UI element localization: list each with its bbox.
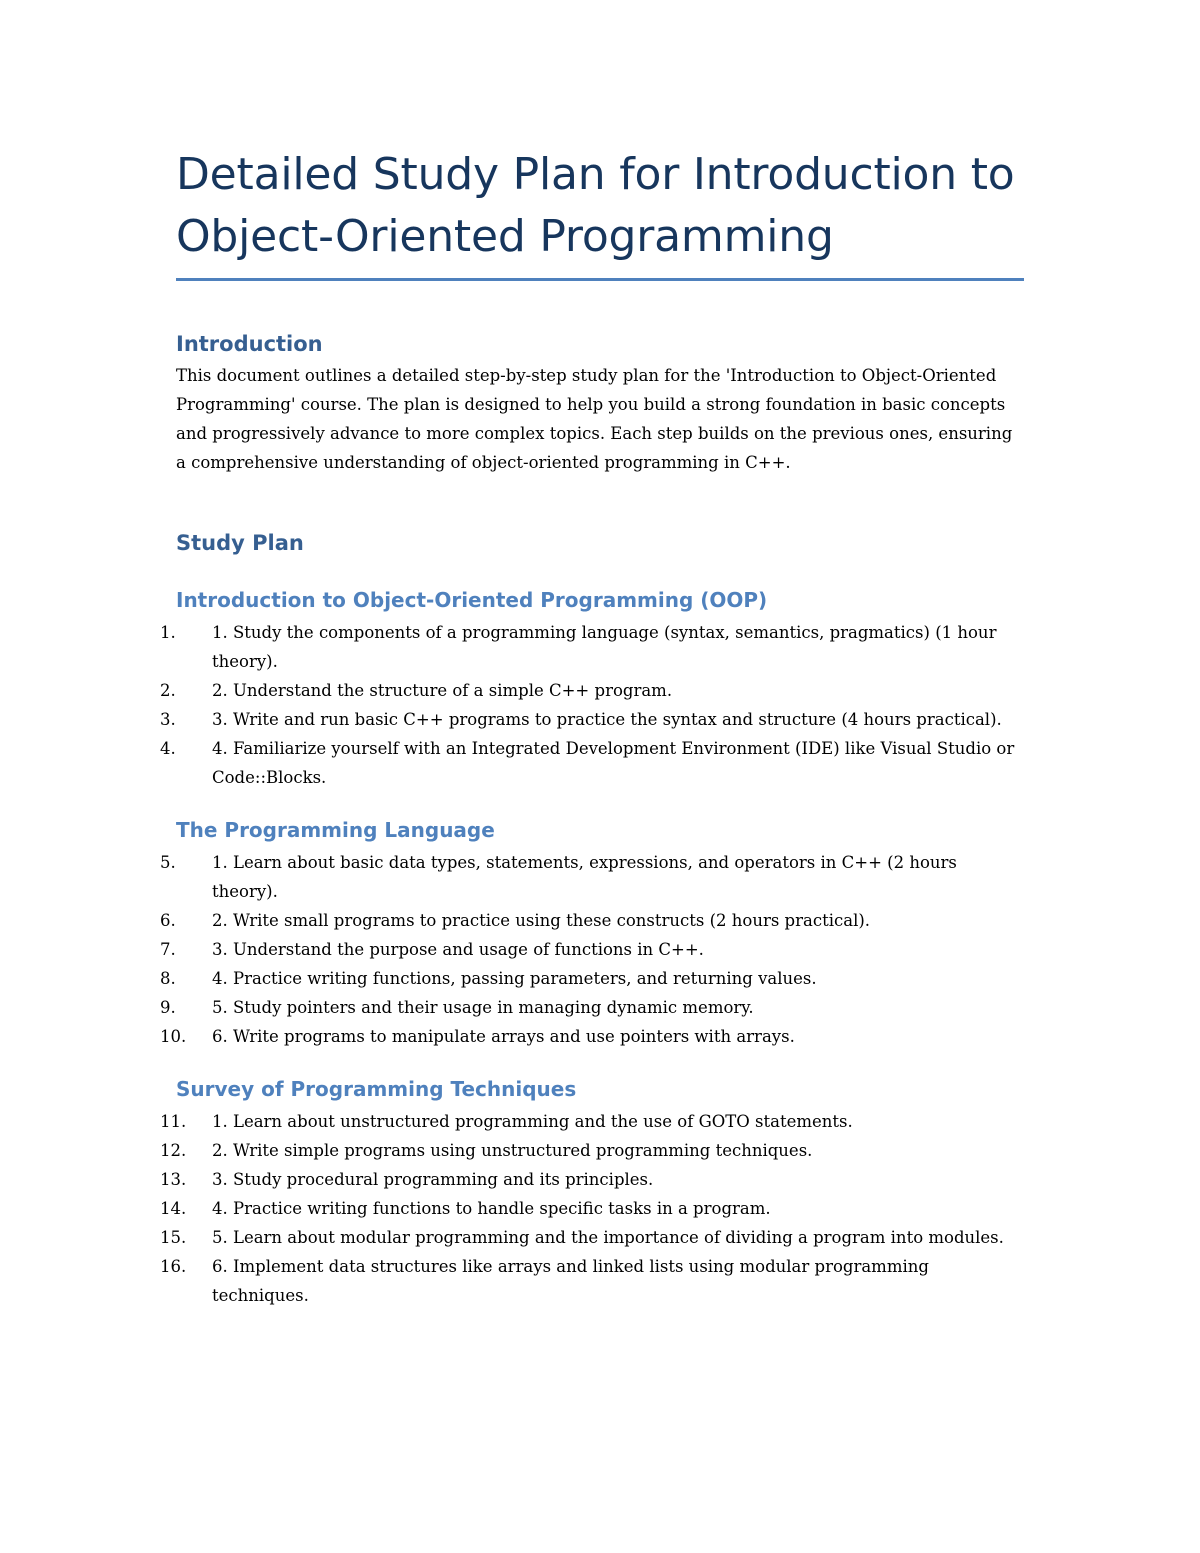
list-item-number: 16. (160, 1257, 187, 1276)
list-item-text: 4. Familiarize yourself with an Integrated Development Environment (IDE) like Visual Studio or Code::Blocks. (212, 739, 1015, 787)
list-item-text: 5. Study pointers and their usage in managing dynamic memory. (212, 998, 754, 1017)
list-item-number: 9. (160, 998, 176, 1017)
list-item (160, 1223, 1020, 1252)
list-item-text: 5. Learn about modular programming and the importance of dividing a program into modules. (212, 1228, 1004, 1247)
list-item-text: 1. Learn about unstructured programming and the use of GOTO statements. (212, 1112, 853, 1131)
title-underline (176, 278, 1024, 281)
list-item-text: 6. Implement data structures like arrays and linked lists using modular programming techniques. (212, 1257, 929, 1305)
list-item-number: 2. (160, 681, 176, 700)
list-item (160, 1136, 1020, 1165)
list-item-text: 1. Study the components of a programming language (syntax, semantics, pragmatics) (1 hour theory). (212, 623, 997, 671)
list-item-text: 4. Practice writing functions to handle specific tasks in a program. (212, 1199, 771, 1218)
list-item-text: 4. Practice writing functions, passing parameters, and returning values. (212, 969, 817, 988)
list-item (160, 964, 1020, 993)
list-item-number: 11. (160, 1112, 187, 1131)
list-item (160, 1165, 1020, 1194)
introduction-heading: Introduction (176, 332, 323, 356)
list-item-text: 3. Study procedural programming and its principles. (212, 1170, 654, 1189)
list-item-number: 13. (160, 1170, 187, 1189)
list-item (160, 848, 1020, 906)
list-item (160, 906, 1020, 935)
list-item-number: 3. (160, 710, 176, 729)
list-item-number: 10. (160, 1027, 187, 1046)
list-item-text: 2. Understand the structure of a simple C++ program. (212, 681, 673, 700)
list-item (160, 1252, 1020, 1310)
step-list-programming-techniques (160, 1107, 1028, 1310)
list-item-text: 2. Write simple programs using unstructured programming techniques. (212, 1141, 813, 1160)
list-item-number: 5. (160, 853, 176, 872)
list-item-number: 14. (160, 1199, 187, 1218)
step-list-programming-language (160, 848, 1028, 1051)
list-item (160, 1194, 1020, 1223)
list-item-number: 1. (160, 623, 176, 642)
list-item-text: 3. Understand the purpose and usage of functions in C++. (212, 940, 704, 959)
list-item-number: 12. (160, 1141, 187, 1160)
list-item (160, 676, 1020, 705)
introduction-paragraph: This document outlines a detailed step-by-step study plan for the 'Introduction to Object-Oriented Programming' course. The plan is designed to help you build a strong foundation in basic concepts and progressively advance to more complex topics. Each step builds on the previous ones, ensuring a comprehensive understanding of object-oriented programming in C++. (176, 366, 1013, 472)
list-item-number: 4. (160, 739, 176, 758)
step-list-oop-intro (160, 618, 1028, 792)
list-item (160, 734, 1020, 792)
list-item (160, 1107, 1020, 1136)
list-item-number: 8. (160, 969, 176, 988)
study-plan-heading: Study Plan (176, 531, 304, 555)
list-item-number: 7. (160, 940, 176, 959)
document-page (160, 140, 1028, 1310)
document-title: Detailed Study Plan for Introduction to Object-Oriented Programming (176, 149, 1015, 262)
list-item (160, 1022, 1020, 1051)
list-item (160, 618, 1020, 676)
list-item (160, 993, 1020, 1022)
list-item-text: 3. Write and run basic C++ programs to practice the syntax and structure (4 hours practical). (212, 710, 1002, 729)
list-item-number: 6. (160, 911, 176, 930)
list-item-text: 2. Write small programs to practice using these constructs (2 hours practical). (212, 911, 871, 930)
section-heading-programming-language: The Programming Language (176, 818, 495, 842)
list-item-number: 15. (160, 1228, 187, 1247)
list-item (160, 935, 1020, 964)
list-item-text: 6. Write programs to manipulate arrays and use pointers with arrays. (212, 1027, 795, 1046)
list-item (160, 705, 1020, 734)
section-heading-programming-techniques: Survey of Programming Techniques (176, 1077, 577, 1101)
section-heading-oop-intro: Introduction to Object-Oriented Programming (OOP) (176, 588, 768, 612)
list-item-text: 1. Learn about basic data types, statements, expressions, and operators in C++ (2 hours theory). (212, 853, 957, 901)
